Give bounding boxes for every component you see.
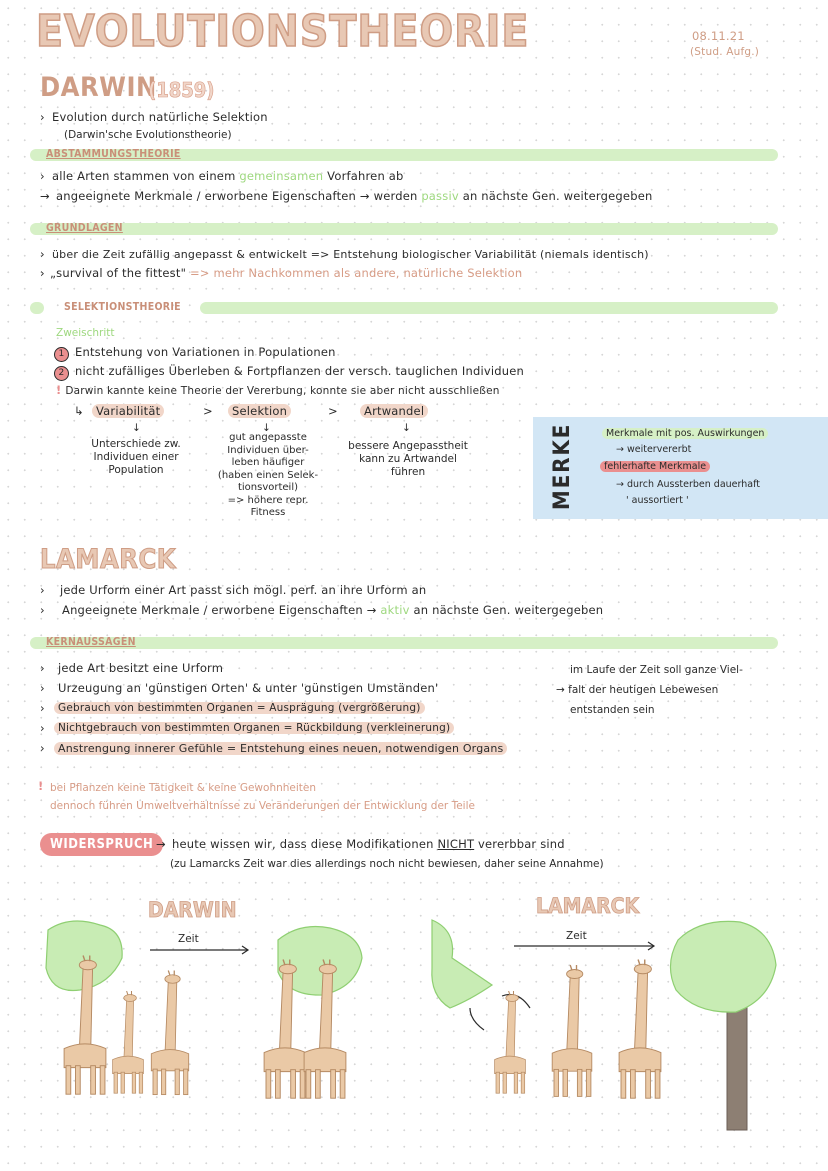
exclamation-icon: ! [56, 383, 62, 397]
ab-line-2c: an nächste Gen. weitergegeben [462, 189, 653, 203]
expl-2-line: Fitness [250, 507, 286, 518]
l-line-2a: Angeeignete Merkmale / erworbene Eigenschaften → [62, 603, 377, 617]
selektion-label: SELEKTIONSTHEORIE [64, 301, 181, 313]
plant-line-1: bei Pflanzen keine Tätigkeit & keine Gewohnheiten [50, 782, 317, 794]
l-line-2-aktiv: aktiv [380, 603, 410, 617]
l-bullet-2: › [40, 603, 45, 617]
l-line-2c: an nächste Gen. weitergegeben [413, 603, 604, 617]
darwin-intro-2: (Darwin'sche Evolutionstheorie) [64, 129, 232, 141]
gr-bullet-2: › [40, 266, 45, 280]
chain-artwandel-label: Artwandel [360, 404, 428, 418]
ab-line-1c: Vorfahren ab [327, 169, 404, 183]
plant-line-2: dennoch führen Umweltverhältnisse zu Veränderungen der Entwicklung der Teile [50, 800, 475, 812]
expl-3-line: kann zu Artwandel [359, 453, 457, 466]
l-line-1: jede Urform einer Art passt sich mögl. perf. an ihre Urform an [60, 583, 427, 597]
merke-line-1-text: Merkmale mit pos. Auswirkungen [602, 428, 768, 439]
k-bullet-2: › [40, 681, 45, 695]
expl-2-line: gut angepasste [229, 432, 307, 443]
darwin-intro-bullet: › [40, 110, 45, 124]
step-1-text: Entstehung von Variationen in Populationen [75, 345, 336, 359]
widerspruch-line-1a: heute wissen wir, dass diese Modifikationen [172, 837, 434, 851]
widerspruch-line-2: (zu Lamarcks Zeit war dies allerdings noch nicht bewiesen, daher seine Annahme) [170, 858, 604, 870]
abstammung-label: ABSTAMMUNGSTHEORIE [46, 148, 181, 160]
widerspruch-badge: WIDERSPRUCH [40, 833, 163, 856]
gr-line-2-survival: „survival of the fittest" [50, 266, 187, 280]
k-line-3-text: Gebrauch von bestimmten Organen = Ausprägung (vergrößerung) [54, 702, 425, 714]
ab-bullet-2: → [40, 189, 50, 203]
expl-2-line: => höhere repr. [227, 494, 309, 506]
expl-3-line: führen [390, 466, 426, 479]
merke-line-5: ' aussortiert ' [626, 495, 689, 506]
ab-line-2-passiv: passiv [421, 189, 459, 203]
merke-line-3-text: fehlerhafte Merkmale [600, 461, 710, 472]
step-2-text: nicht zufälliges Überleben & Fortpflanzen der versch. tauglichen Individuen [75, 364, 525, 378]
chain-variabilitaet-label: Variabilität [92, 404, 164, 418]
chain-sep-2: > [328, 404, 338, 418]
page-title: EVOLUTIONSTHEORIE [36, 6, 530, 57]
gr-line-2-natural-selection: => mehr Nachkommen als andere, natürliche Selektion [189, 266, 523, 280]
darwin-intro-1: Evolution durch natürliche Selektion [52, 110, 268, 124]
expl-2-line: (haben einen Selek- [217, 469, 319, 481]
expl-2-line: Individuen über- [227, 444, 309, 456]
expl-3-line: bessere Angepasstheit [348, 440, 468, 452]
k-bullet-5: › [40, 741, 45, 755]
widerspruch-nicht: NICHT [437, 837, 475, 851]
step-2-number: 2 [54, 366, 69, 381]
k-line-4-text: Nichtgebrauch von bestimmten Organen = Rückbildung (verkleinerung) [54, 722, 454, 734]
chain-sep-1: > [203, 404, 213, 418]
expl-1-line: Population [108, 464, 164, 477]
gr-bullet-1: › [40, 247, 45, 261]
lamarck-time-label: Zeit [566, 930, 587, 942]
lamarck-heading: LAMARCK [40, 544, 177, 575]
ab-line-1a: alle Arten stammen von einem [52, 169, 236, 183]
expl-1-line: Unterschiede zw. [91, 438, 181, 450]
plant-exclamation-icon: ! [38, 779, 44, 793]
darwin-heading: DARWIN [40, 72, 157, 103]
illustration-darwin-label: DARWIN [148, 898, 237, 922]
ab-line-1-gemeinsamen: gemeinsamen [239, 169, 324, 183]
chain-start-arrow: ↳ [74, 404, 84, 418]
zweischritt: Zweischritt [56, 327, 115, 339]
side-note-2: → falt der heutigen Lebewesen [556, 684, 719, 696]
merke-word: MERKE [550, 422, 575, 510]
chain-down-2: ↓ [262, 422, 271, 434]
chain-selektion-label: Selektion [228, 404, 291, 418]
k-line-2: Urzeugung an 'günstigen Orten' & unter 'günstigen Umständen' [58, 681, 439, 695]
ab-bullet-1: › [40, 169, 45, 183]
gr-line-1: über die Zeit zufällig angepasst & entwickelt => Entstehung biologischer Variabilität (niemals identisch) [52, 248, 649, 261]
darwin-note-text: Darwin kannte keine Theorie der Vererbung, konnte sie aber nicht ausschließen [65, 385, 500, 397]
date: 08.11.21 [692, 29, 745, 43]
grundlagen-label: GRUNDLAGEN [46, 222, 123, 234]
darwin-year: (1859) [148, 78, 215, 102]
merke-line-4: → durch Aussterben dauerhaft [616, 479, 761, 490]
darwin-time-label: Zeit [178, 933, 199, 945]
illustration-lamarck-label: LAMARCK [536, 894, 640, 918]
side-note-1: im Laufe der Zeit soll ganze Viel- [570, 664, 743, 676]
chain-down-3: ↓ [402, 422, 411, 434]
kern-label: KERNAUSSAGEN [46, 636, 136, 648]
k-bullet-3: › [40, 701, 45, 715]
expl-1-line: Individuen einer [93, 451, 179, 464]
merke-line-2: → weitervererbt [616, 444, 692, 455]
k-line-5-text: Anstrengung innerer Gefühle = Entstehung eines neuen, notwendigen Organs [54, 742, 507, 755]
ab-line-2a: angeeignete Merkmale / erworbene Eigenschaften → werden [56, 189, 418, 203]
k-bullet-4: › [40, 721, 45, 735]
widerspruch-line-1c: vererbbar sind [478, 837, 565, 851]
chain-down-1: ↓ [132, 422, 141, 434]
k-bullet-1: › [40, 661, 45, 675]
expl-2-line: tionsvorteil) [237, 482, 299, 493]
side-note-3: entstanden sein [570, 704, 655, 716]
k-line-1: jede Art besitzt eine Urform [58, 661, 224, 675]
expl-2-line: leben häufiger [231, 457, 305, 468]
l-bullet-1: › [40, 583, 45, 597]
widerspruch-arrow: → [156, 837, 166, 851]
note-tag: (Stud. Aufg.) [690, 46, 760, 58]
step-1-number: 1 [54, 347, 69, 362]
